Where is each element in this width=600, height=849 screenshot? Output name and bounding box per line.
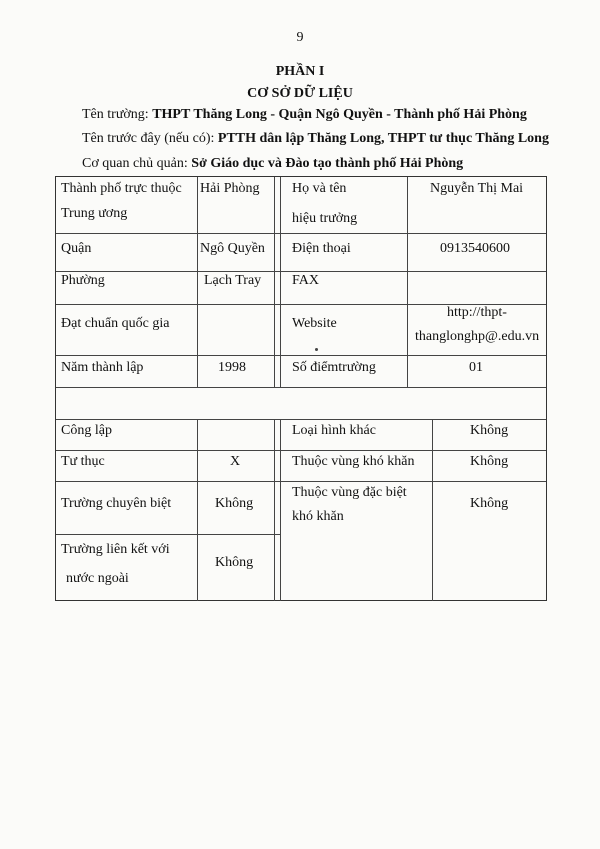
former-name-line xyxy=(82,131,549,147)
col-divider xyxy=(280,177,281,387)
other-type-label: Loại hình khác xyxy=(292,423,376,438)
row-divider xyxy=(56,233,546,234)
specialized-value: Không xyxy=(215,496,254,511)
campus-label: Số điểmtrường xyxy=(292,360,376,375)
governing-body-value: Sở Giáo dục và Đào tạo thành phố Hải Phòng xyxy=(191,156,464,171)
specialized-label: Trường chuyên biệt xyxy=(61,496,172,511)
former-name-label: Tên trước đây (nếu có): xyxy=(82,131,215,146)
phone-value: 0913540600 xyxy=(440,241,510,256)
school-name-value: THPT Thăng Long - Quận Ngô Quyền - Thành phố Hải Phòng xyxy=(152,107,527,122)
col-divider xyxy=(274,177,275,387)
governing-body-line xyxy=(82,156,463,172)
campus-value: 01 xyxy=(469,360,483,375)
foreign-label-1: Trường liên kết với xyxy=(61,542,170,557)
row-divider xyxy=(56,387,546,388)
ward-value: Lạch Tray xyxy=(204,273,262,288)
row-divider xyxy=(56,534,280,535)
city-label-2: Trung ương xyxy=(61,206,128,221)
private-value: X xyxy=(230,454,241,469)
private-label: Tư thục xyxy=(61,454,105,469)
founded-value: 1998 xyxy=(218,360,246,375)
principal-label-1: Họ và tên xyxy=(292,181,347,196)
difficult-label: Thuộc vùng khó khăn xyxy=(292,454,415,469)
website-value-2: thanglonghp@.edu.vn xyxy=(415,329,540,344)
governing-body-label: Cơ quan chủ quản: xyxy=(82,156,188,171)
website-value-1: http://thpt- xyxy=(447,305,507,320)
principal-label-2: hiệu trưởng xyxy=(292,211,358,226)
col-divider xyxy=(432,419,433,481)
city-value: Hải Phòng xyxy=(200,181,260,196)
school-name-line xyxy=(82,107,527,123)
page-number: 9 xyxy=(296,30,304,45)
principal-value: Nguyễn Thị Mai xyxy=(430,181,524,196)
city-label-1: Thành phố trực thuộc xyxy=(61,181,182,196)
other-type-value: Không xyxy=(470,423,509,438)
standard-label: Đạt chuẩn quốc gia xyxy=(61,316,170,331)
phone-label: Điện thoại xyxy=(292,241,351,256)
foreign-label-2: nước ngoài xyxy=(66,571,129,586)
difficult-value: Không xyxy=(470,454,509,469)
ink-dot xyxy=(315,348,318,351)
very-difficult-label-2: khó khăn xyxy=(292,509,344,524)
fax-label: FAX xyxy=(292,273,319,288)
section-title: CƠ SỞ DỮ LIỆU xyxy=(247,86,353,101)
foreign-value: Không xyxy=(215,555,254,570)
former-name-value: PTTH dân lập Thăng Long, THPT tư thục Thăng Long xyxy=(217,131,549,146)
part-title: PHẦN I xyxy=(275,64,325,79)
school-name-label: Tên trường: xyxy=(82,107,149,122)
col-divider xyxy=(407,177,408,387)
district-label: Quận xyxy=(61,241,92,256)
founded-label: Năm thành lập xyxy=(61,360,144,375)
col-divider xyxy=(197,177,198,387)
district-value: Ngô Quyền xyxy=(200,241,265,256)
col-divider xyxy=(274,419,275,601)
col-divider xyxy=(197,419,198,601)
website-label: Website xyxy=(292,316,337,331)
col-divider xyxy=(432,481,433,601)
very-difficult-value: Không xyxy=(470,496,509,511)
public-label: Công lập xyxy=(61,423,112,438)
col-divider xyxy=(280,419,281,601)
ward-label: Phường xyxy=(61,273,105,288)
very-difficult-label-1: Thuộc vùng đặc biệt xyxy=(292,485,407,500)
